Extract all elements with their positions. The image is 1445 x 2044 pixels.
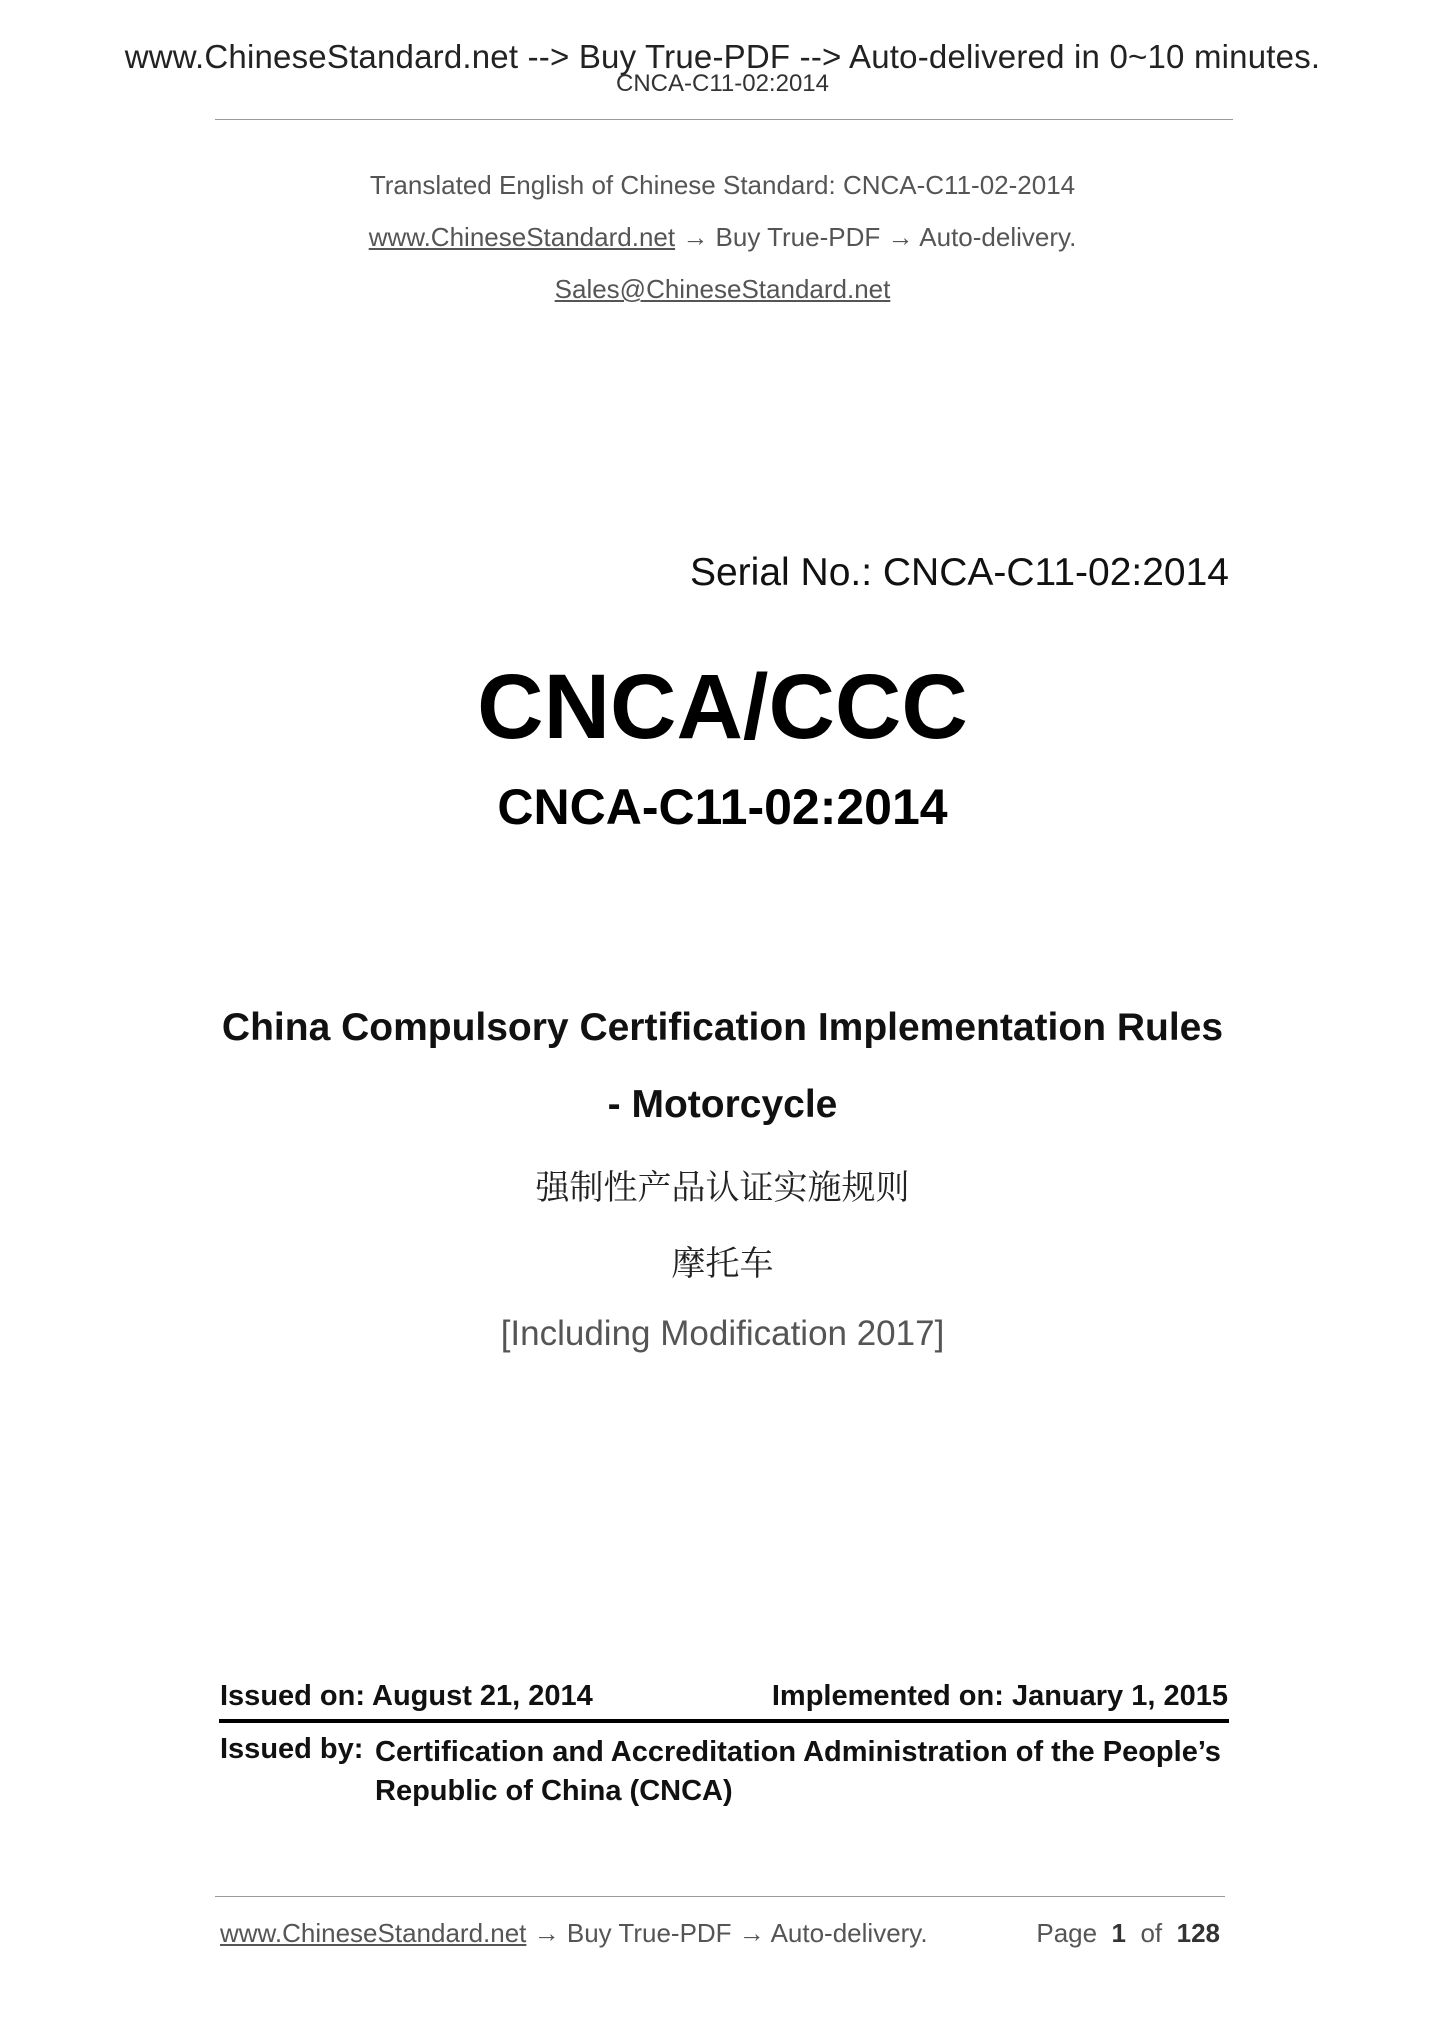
issued-on: Issued on: August 21, 2014	[220, 1680, 593, 1712]
site-link[interactable]: www.ChineseStandard.net	[368, 222, 676, 252]
implemented-on: Implemented on: January 1, 2015	[771, 1680, 1228, 1712]
top-banner: www.ChineseStandard.net --> Buy True-PDF --> Auto-delivered in 0~10 minutes.	[124, 38, 1321, 75]
chinese-title-line-1: 强制性产品认证实施规则	[535, 1169, 910, 1207]
code-title: CNCA-C11-02:2014	[497, 779, 948, 835]
issued-by-value: Certification and Accreditation Administration of the People’s Republic of China (CNCA)	[375, 1736, 1221, 1807]
main-title-line-2: - Motorcycle	[607, 1083, 838, 1126]
footer-buy-line	[220, 1918, 928, 1949]
footer-divider	[215, 1896, 1225, 1897]
page-label: Page	[1036, 1918, 1098, 1948]
page-total: 128	[1176, 1918, 1220, 1948]
page-indicator	[1036, 1918, 1220, 1949]
modification-note: [Including Modification 2017]	[500, 1314, 945, 1353]
sales-email-link[interactable]: Sales@ChineseStandard.net	[554, 274, 891, 304]
serial-number: Serial No.: CNCA-C11-02:2014	[689, 551, 1229, 594]
main-title-line-1: China Compulsory Certification Implementation Rules	[221, 1006, 1224, 1049]
footer-buy-text: → Buy True-PDF → Auto-delivery.	[526, 1918, 928, 1948]
buy-text: → Buy True-PDF → Auto-delivery.	[675, 222, 1077, 252]
header-divider	[215, 119, 1233, 120]
chinese-title-line-2: 摩托车	[671, 1245, 774, 1283]
footer-site-link[interactable]: www.ChineseStandard.net	[220, 1918, 527, 1948]
issued-by-label: Issued by:	[220, 1733, 364, 1765]
buy-line	[0, 222, 1445, 253]
header-doc-code: CNCA-C11-02:2014	[616, 70, 829, 97]
sales-line	[0, 274, 1445, 305]
page-of: of	[1140, 1918, 1163, 1948]
page-current: 1	[1111, 1918, 1127, 1948]
big-title: CNCA/CCC	[477, 656, 968, 758]
issue-divider	[219, 1719, 1229, 1723]
translated-notice: Translated English of Chinese Standard: CNCA-C11-02-2014	[369, 170, 1076, 200]
